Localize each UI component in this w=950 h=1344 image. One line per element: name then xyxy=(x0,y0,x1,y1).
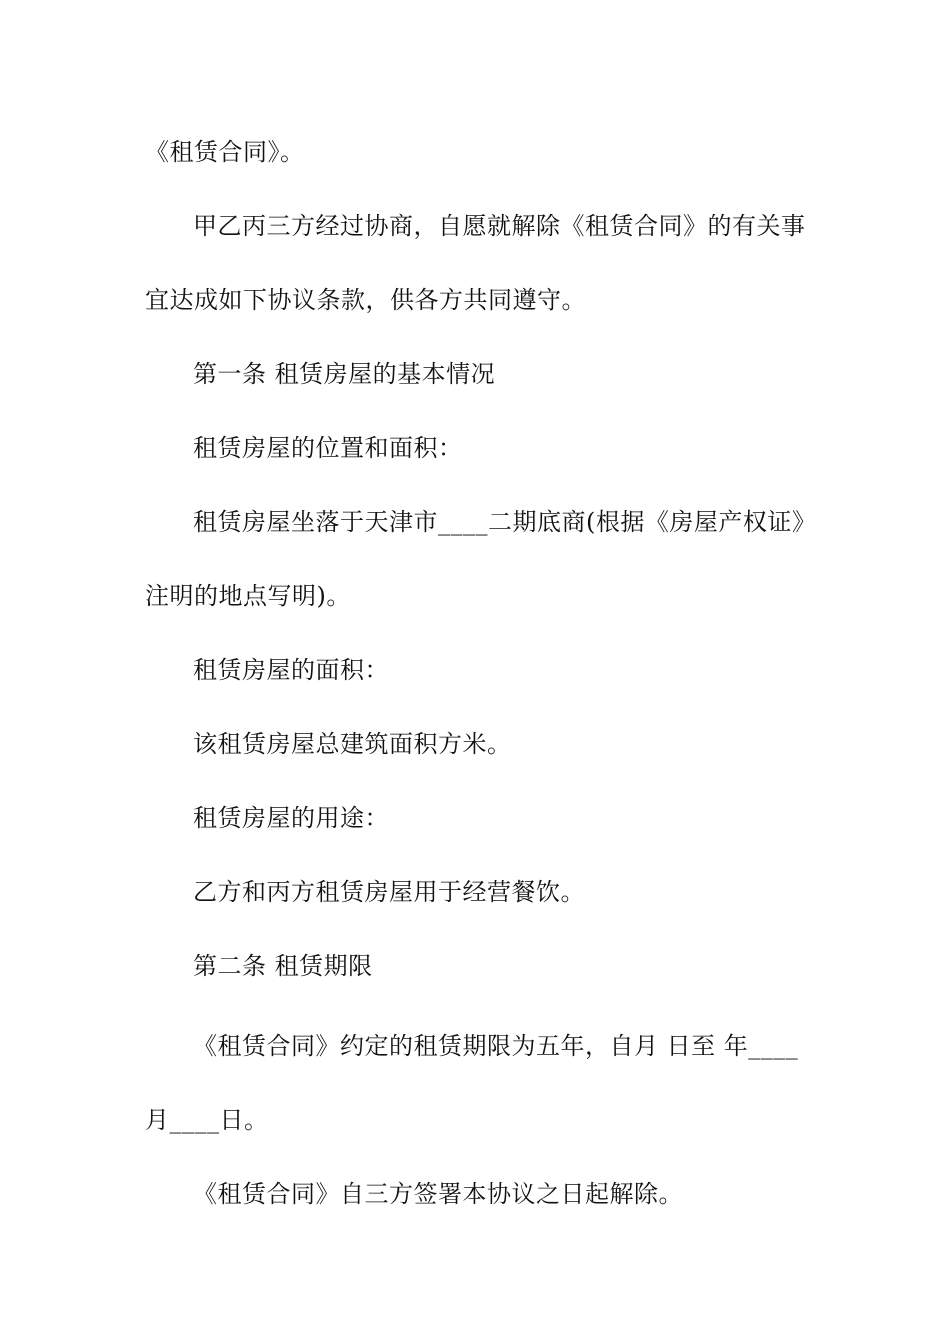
paragraph-line: 月____日。 xyxy=(145,1106,269,1134)
paragraph-line: 租赁房屋的面积： xyxy=(193,656,389,684)
paragraph-line: 《租赁合同》约定的租赁期限为五年，自月 日至 年____ xyxy=(193,1032,799,1060)
paragraph-line: 宜达成如下协议条款，供各方共同遵守。 xyxy=(145,286,586,314)
paragraph-line: 《租赁合同》自三方签署本协议之日起解除。 xyxy=(193,1180,683,1208)
paragraph-line: 注明的地点写明)。 xyxy=(145,582,351,610)
paragraph-line: 租赁房屋的用途： xyxy=(193,804,389,832)
paragraph-line: 乙方和丙方租赁房屋用于经营餐饮。 xyxy=(193,878,585,906)
paragraph-line: 租赁房屋坐落于天津市____二期底商(根据《房屋产权证》 xyxy=(193,508,817,536)
article-heading: 第一条 租赁房屋的基本情况 xyxy=(193,360,496,388)
paragraph-line: 租赁房屋的位置和面积： xyxy=(193,434,463,462)
paragraph-line: 《租赁合同》。 xyxy=(145,138,305,166)
paragraph-line: 甲乙丙三方经过协商，自愿就解除《租赁合同》的有关事 xyxy=(193,212,806,240)
article-heading: 第二条 租赁期限 xyxy=(193,952,373,980)
paragraph-line: 该租赁房屋总建筑面积方米。 xyxy=(193,730,512,758)
